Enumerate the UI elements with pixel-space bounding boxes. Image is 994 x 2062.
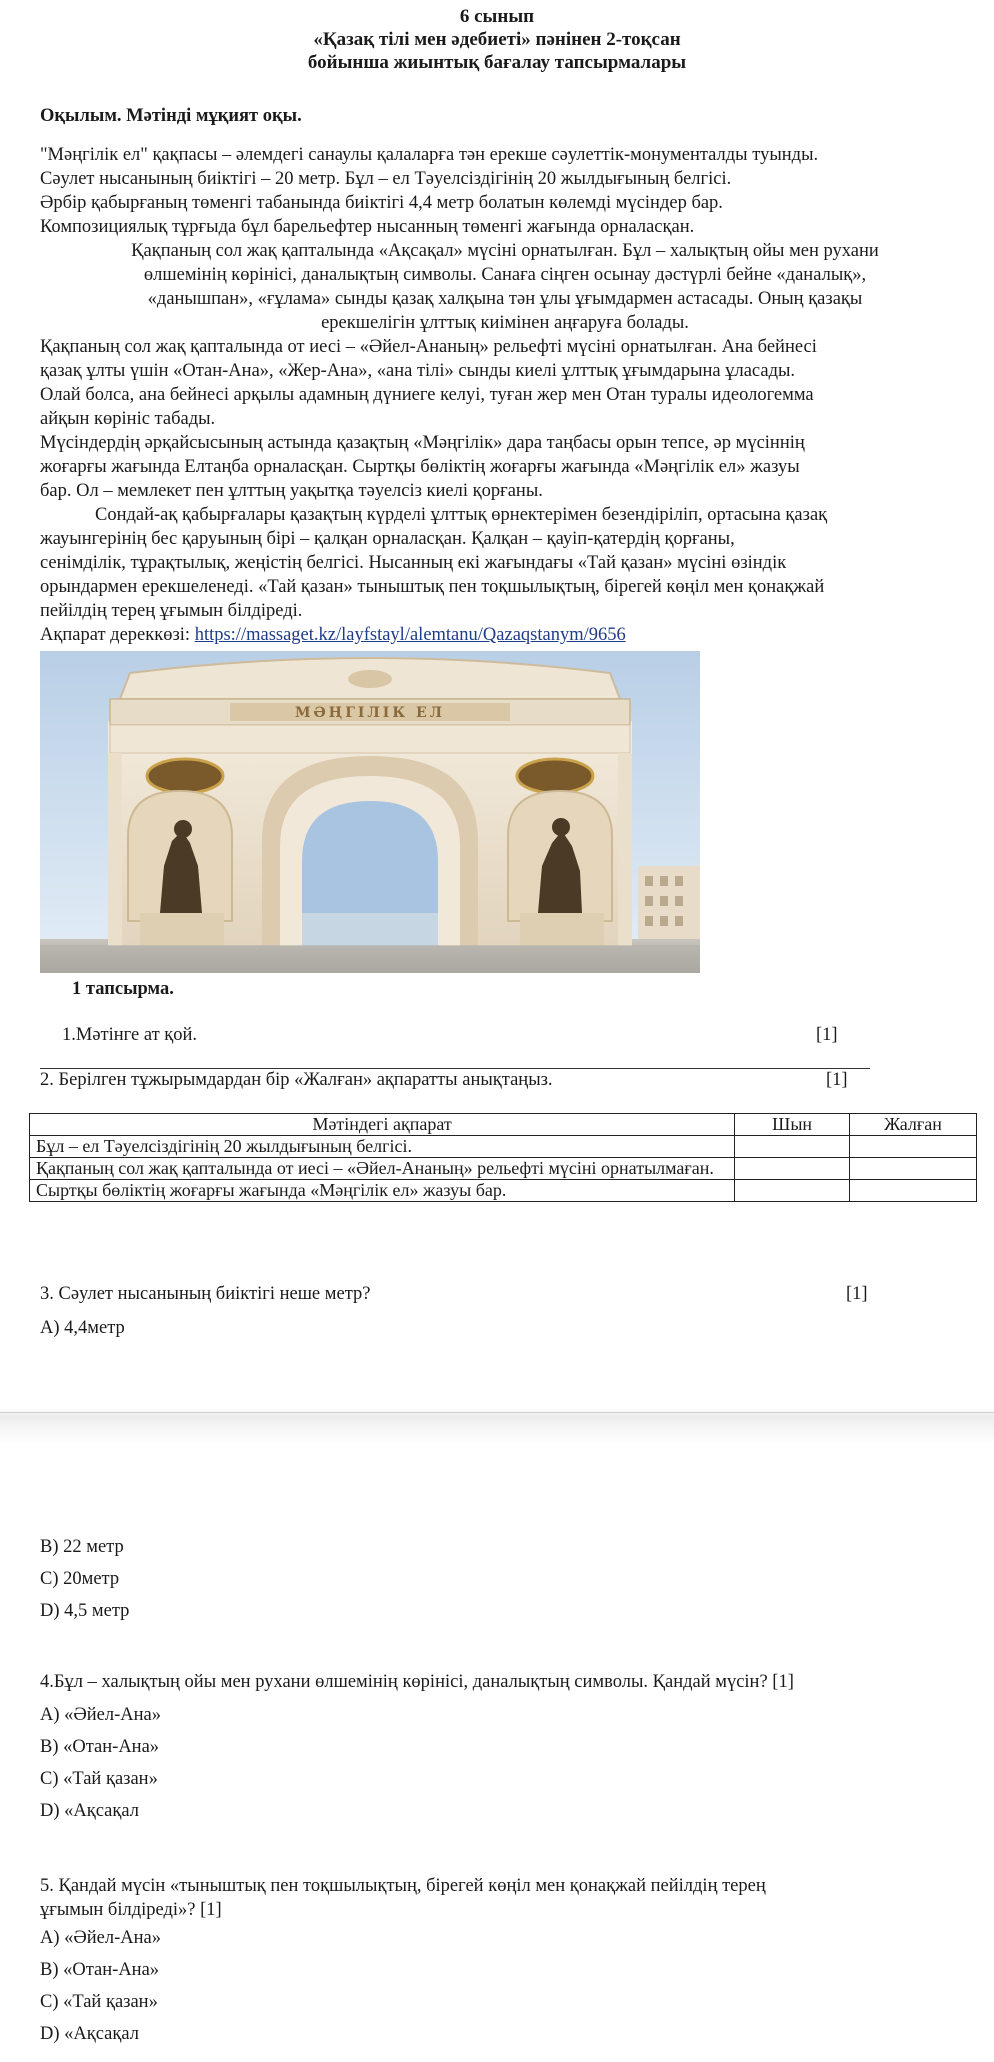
option-d[interactable]: D) «Ақсақал xyxy=(40,2024,139,2044)
question-4: 4.Бұл – халықтың ойы мен рухани өлшемінің көрінісі, даналықтың символы. Қандай мүсін? [1] xyxy=(40,1672,794,1692)
text-line: Әрбір қабырғаның төменгі табанында биіктігі 4,4 метр болатын көлемді мүсіндер бар. xyxy=(40,193,723,213)
question-2: 2. Берілген тұжырымдардан бір «Жалған» ақпаратты анықтаңыз. xyxy=(40,1070,553,1090)
table-row xyxy=(30,1158,977,1180)
option-c[interactable]: C) «Тай қазан» xyxy=(40,1769,158,1789)
question-1-score: [1] xyxy=(816,1025,838,1045)
text-line: Сондай-ақ қабырғалары қазақтың күрделі ұлттық өрнектерімен безендіріліп, ортасына қазақ xyxy=(95,505,828,525)
text-line: айқын көрініс табады. xyxy=(40,409,216,429)
source-label: Ақпарат дереккөзі: xyxy=(40,625,195,645)
text-line: Композициялық тұрғыда бұл барельефтер нысанның төменгі жағында орналасқан. xyxy=(40,217,695,237)
option-b[interactable]: B) «Отан-Ана» xyxy=(40,1737,160,1757)
text-line: Қақпаның сол жақ қапталында «Ақсақал» мүсіні орнатылған. Бұл – халықтың ойы мен рухани xyxy=(131,241,879,261)
table-header: Мәтіндегі ақпарат xyxy=(30,1114,735,1136)
assessment-title: бойынша жиынтық бағалау тапсырмалары xyxy=(307,52,687,73)
source-line xyxy=(40,623,970,648)
table-cell: Сыртқы бөліктің жоғарғы жағында «Мәңгілік ел» жазуы бар. xyxy=(30,1180,735,1202)
source-link[interactable]: https://massaget.kz/layfstayl/alemtanu/Qazaqstanym/9656 xyxy=(194,625,626,645)
text-line: орындармен ерекшеленеді. «Тай қазан» тыныштық пен тоқшылықтың, бірегей көңіл мен қонақжай xyxy=(40,577,825,597)
text-line: Қақпаның сол жақ қапталында от иесі – «Әйел-Ананың» рельефті мүсіні орнатылған. Ана бейнесі xyxy=(40,337,817,357)
option-b[interactable]: B) «Отан-Ана» xyxy=(40,1960,160,1980)
question-3-score: [1] xyxy=(846,1284,868,1304)
text-line: пейілдің терең ұғымын білдіреді. xyxy=(40,601,303,621)
subject-title: «Қазақ тілі мен әдебиеті» пәнінен 2-тоқсан xyxy=(313,29,681,50)
text-line: жоғарғы жағында Елтаңба орналасқан. Сыртқы бөліктің жоғарғы жағында «Мәңгілік ел» жазуы xyxy=(40,457,800,477)
page-break xyxy=(0,1408,994,1444)
option-c[interactable]: C) 20метр xyxy=(40,1569,120,1589)
true-checkbox-cell[interactable] xyxy=(735,1158,850,1180)
arch-inscription: МӘҢГІЛІК ЕЛ xyxy=(294,705,446,721)
table-row xyxy=(30,1180,977,1202)
question-5: 5. Қандай мүсін «тыныштық пен тоқшылықтың, бірегей көңіл мен қонақжай пейілдің терең xyxy=(40,1876,766,1896)
question-2-score: [1] xyxy=(826,1070,848,1090)
arch-illustration xyxy=(40,651,700,973)
true-false-table xyxy=(29,1113,977,1202)
option-d[interactable]: D) «Ақсақал xyxy=(40,1801,139,1821)
option-a[interactable]: A) «Әйел-Ана» xyxy=(40,1928,161,1948)
question-5-cont: ұғымын білдіреді»? [1] xyxy=(40,1900,222,1920)
true-checkbox-cell[interactable] xyxy=(735,1180,850,1202)
option-a[interactable]: A) «Әйел-Ана» xyxy=(40,1705,161,1725)
false-checkbox-cell[interactable] xyxy=(850,1158,977,1180)
option-b[interactable]: B) 22 метр xyxy=(40,1537,124,1557)
text-line: Мүсіндердің әрқайсысының астында қазақтың «Мәңгілік» дара таңбасы орын тепсе, әр мүсіннің xyxy=(40,433,805,453)
rule-line xyxy=(40,1068,870,1069)
false-checkbox-cell[interactable] xyxy=(850,1136,977,1158)
text-line: қазақ ұлты үшін «Отан-Ана», «Жер-Ана», «ана тілі» сынды киелі ұлттық ұғымдарына ұласады. xyxy=(40,361,796,381)
grade-title: 6 сынып xyxy=(459,6,535,27)
table-header-row xyxy=(30,1114,977,1136)
true-checkbox-cell[interactable] xyxy=(735,1136,850,1158)
table-cell: Бұл – ел Тәуелсіздігінің 20 жылдығының белгісі. xyxy=(30,1136,735,1158)
table-header: Жалған xyxy=(850,1114,977,1136)
text-line: Сәулет нысанының биіктігі – 20 метр. Бұл – ел Тәуелсіздігінің 20 жылдығының белгісі. xyxy=(40,169,732,189)
question-1: 1.Мәтінге ат қой. xyxy=(62,1025,198,1045)
table-header: Шын xyxy=(735,1114,850,1136)
text-line: Олай болса, ана бейнесі арқылы адамның дүниеге келуі, туған жер мен Отан туралы идеологемма xyxy=(40,385,814,405)
option-d[interactable]: D) 4,5 метр xyxy=(40,1601,130,1621)
false-checkbox-cell[interactable] xyxy=(850,1180,977,1202)
text-line: "Мәңгілік ел" қақпасы – әлемдегі санаулы қалаларға тән ерекше сәулеттік-монументалды туынды. xyxy=(40,145,819,165)
text-line: бар. Ол – мемлекет пен ұлттың уақытқа тәуелсіз киелі қорғаны. xyxy=(40,481,543,501)
arch-photo xyxy=(40,651,700,973)
text-line: сенімділік, тұрақтылық, жеңістің белгісі. Нысанның екі жағындағы «Тай қазан» мүсіні өзіндік xyxy=(40,553,787,573)
option-c[interactable]: C) «Тай қазан» xyxy=(40,1992,158,2012)
table-cell: Қақпаның сол жақ қапталында от иесі – «Әйел-Ананың» рельефті мүсіні орнатылмаған. xyxy=(30,1158,735,1180)
text-line: «данышпан», «ғұлама» сынды қазақ халқына тән ұлы ұғымдармен астасады. Оның қазақы xyxy=(147,289,863,309)
page-break-line xyxy=(0,1412,994,1413)
table-row xyxy=(30,1136,977,1158)
option-a[interactable]: A) 4,4метр xyxy=(40,1318,125,1338)
text-line: жауынгерінің бес қаруының бірі – қалқан орналасқан. Қалқан – қауіп-қатердің қорғаны, xyxy=(40,529,735,549)
text-line: ерекшелігін ұлттық киімінен аңғаруға болады. xyxy=(321,313,689,333)
text-line: өлшемінің көрінісі, даналықтың символы. Санаға сіңген осынау дәстүрлі бейне «даналық», xyxy=(143,265,867,285)
question-3: 3. Сәулет нысанының биіктігі неше метр? xyxy=(40,1284,371,1304)
task-heading: 1 тапсырма. xyxy=(72,979,174,999)
reading-instruction: Оқылым. Мәтінді мұқият оқы. xyxy=(40,106,302,126)
